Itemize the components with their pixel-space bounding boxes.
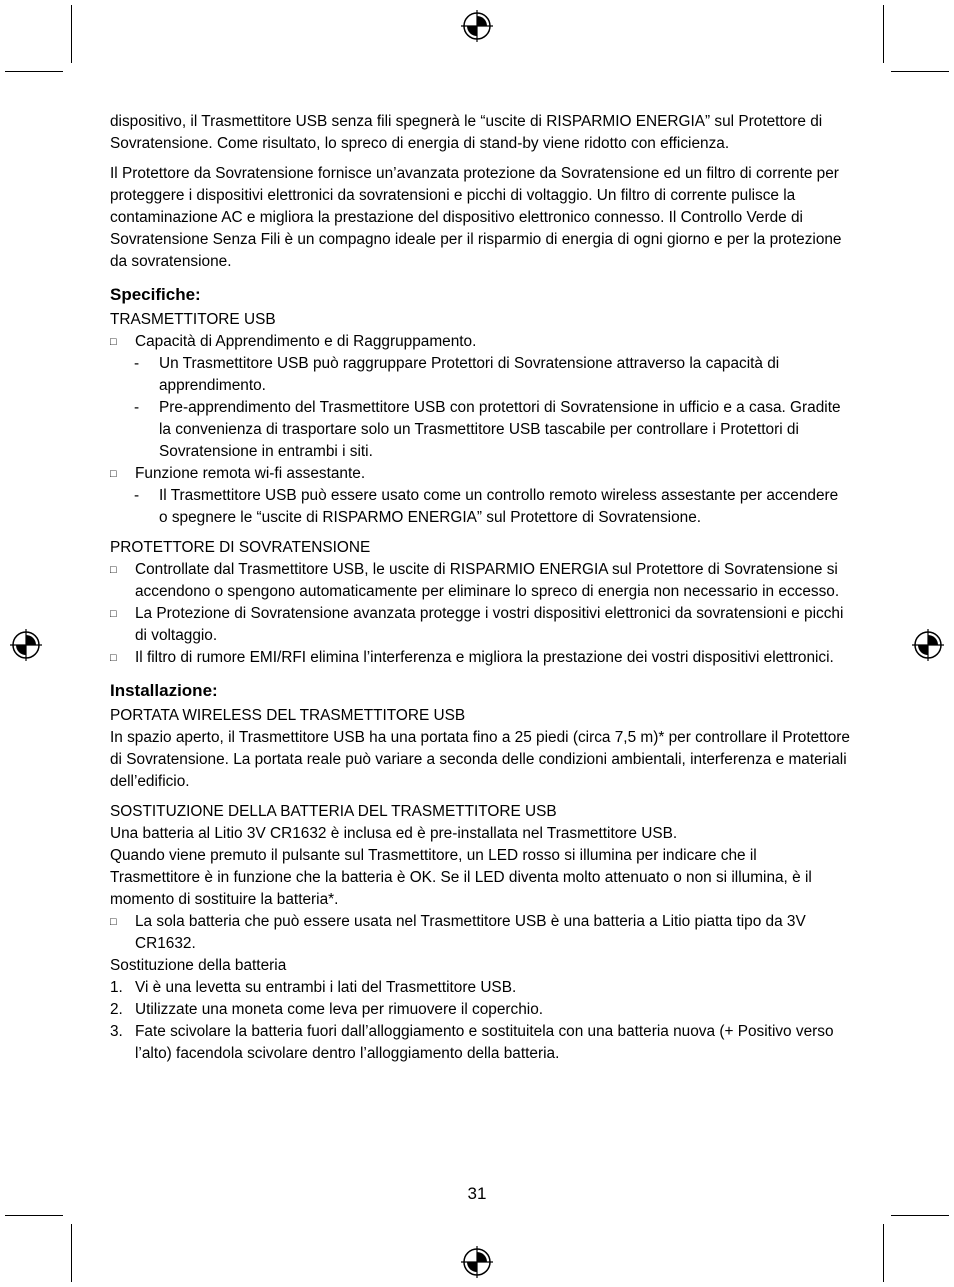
- dash-bullet: -: [134, 399, 140, 416]
- list-item-text: La Protezione di Sovratensione avanzata protegge i vostri dispositivi elettronici da sovratensioni e picchi di voltaggio.: [135, 605, 844, 644]
- checkbox-bullet-icon: □: [110, 916, 117, 928]
- step-number: 2.: [110, 1001, 123, 1018]
- step-text: Fate scivolare la batteria fuori dall’alloggiamento e sostituitela con una batteria nuova (+ Positivo verso l’alto) facendola scivolare dentro l’alloggiamento della batteria.: [135, 1023, 834, 1062]
- steps-list: [110, 977, 850, 1065]
- step-item: [110, 999, 850, 1021]
- dash-bullet: -: [134, 487, 140, 504]
- list-item: [110, 647, 850, 669]
- protector-list: [110, 559, 850, 669]
- crop-mark: [5, 1215, 63, 1216]
- subsection-title: SOSTITUZIONE DELLA BATTERIA DEL TRASMETTITORE USB: [110, 803, 557, 820]
- checkbox-bullet-icon: □: [110, 336, 117, 348]
- subsection-title: PROTETTORE DI SOVRATENSIONE: [110, 539, 371, 556]
- checkbox-bullet-icon: □: [110, 468, 117, 480]
- step-item: [110, 1021, 850, 1065]
- battery-paragraph: Quando viene premuto il pulsante sul Trasmettitore, un LED rosso si illumina per indicare che il Trasmettitore è in funzione che la batteria è OK. Se il LED diventa molto attenuato o non si illumina, è il momento di sostituire la batteria*.: [110, 847, 812, 908]
- subsection-title: TRASMETTITORE USB: [110, 311, 276, 328]
- registration-mark-icon: [461, 1246, 493, 1278]
- section-heading-install: Installazione:: [110, 681, 218, 700]
- replace-title: Sostituzione della batteria: [110, 957, 287, 974]
- crop-mark: [71, 5, 72, 63]
- sub-list-item: [110, 353, 850, 397]
- subsection-title: PORTATA WIRELESS DEL TRASMETTITORE USB: [110, 707, 466, 724]
- checkbox-bullet-icon: □: [110, 652, 117, 664]
- intro-paragraph: Il Protettore da Sovratensione fornisce un’avanzata protezione da Sovratensione ed un filtro di corrente per proteggere i dispositivi elettronici da sovratensioni e picchi di voltaggio. Un filtro di corrente pulisce la contaminazione AC e migliora la prestazione del dispositivo elettronico connesso. Il Controllo Verde di Sovratensione Senza Fili è un compagno ideale per il risparmio di energia di ogni giorno e per la protezione da sovratensione.: [110, 165, 842, 270]
- list-item-text: Controllate dal Trasmettitore USB, le uscite di RISPARMIO ENERGIA sul Protettore di Sovratensione si accendono o spengono automaticamente per eliminare lo spreco di energia non necessario in eccesso.: [135, 561, 840, 600]
- list-item: [110, 331, 850, 353]
- step-number: 3.: [110, 1023, 123, 1040]
- sub-list-item-text: Il Trasmettitore USB può essere usato come un controllo remoto wireless assestante per accendere o spegnere le “uscite di RISPARMO ENERGIA” sul Protettore di Sovratensione.: [159, 487, 839, 526]
- list-item-text: La sola batteria che può essere usata nel Trasmettitore USB è una batteria a Litio piatta tipo da 3V CR1632.: [135, 913, 806, 952]
- list-item-text: Il filtro di rumore EMI/RFI elimina l’interferenza e migliora la prestazione dei vostri dispositivi elettronici.: [135, 649, 834, 666]
- step-number: 1.: [110, 979, 123, 996]
- sub-list-item: [110, 397, 850, 463]
- list-item: [110, 911, 850, 955]
- section-heading-specs: Specifiche:: [110, 285, 201, 304]
- step-text: Utilizzate una moneta come leva per rimuovere il coperchio.: [135, 1001, 544, 1018]
- page-number: 31: [467, 1184, 487, 1203]
- crop-mark: [883, 5, 884, 63]
- list-item: [110, 559, 850, 603]
- list-item-text: Capacità di Apprendimento e di Raggruppamento.: [135, 333, 477, 350]
- list-item-text: Funzione remota wi-fi assestante.: [135, 465, 366, 482]
- crop-mark: [883, 1224, 884, 1282]
- registration-mark-icon: [461, 10, 493, 42]
- crop-mark: [5, 71, 63, 72]
- sub-list-item: [110, 485, 850, 529]
- registration-mark-icon: [912, 629, 944, 661]
- list-item: [110, 603, 850, 647]
- registration-mark-icon: [10, 629, 42, 661]
- page-content: [110, 111, 850, 1065]
- checkbox-bullet-icon: □: [110, 608, 117, 620]
- crop-mark: [891, 71, 949, 72]
- crop-mark: [71, 1224, 72, 1282]
- battery-list: [110, 911, 850, 955]
- checkbox-bullet-icon: □: [110, 564, 117, 576]
- crop-mark: [891, 1215, 949, 1216]
- battery-paragraph: Una batteria al Litio 3V CR1632 è inclusa ed è pre-installata nel Trasmettitore USB.: [110, 825, 678, 842]
- step-text: Vi è una levetta su entrambi i lati del Trasmettitore USB.: [135, 979, 517, 996]
- sub-list-item-text: Pre-apprendimento del Trasmettitore USB con protettori di Sovratensione in ufficio e a casa. Gradite la convenienza di trasportare solo un Trasmettitore USB tascabile per controllare i Protettori di Sovratensione in entrambi i siti.: [159, 399, 841, 460]
- step-item: [110, 977, 850, 999]
- transmitter-list: [110, 331, 850, 529]
- intro-paragraph: dispositivo, il Trasmettitore USB senza fili spegnerà le “uscite di RISPARMIO ENERGIA” sul Protettore di Sovratensione. Come risultato, lo spreco di energia di stand-by viene ridotto con efficienza.: [110, 113, 823, 152]
- range-paragraph: In spazio aperto, il Trasmettitore USB ha una portata fino a 25 piedi (circa 7,5 m)* per controllare il Protettore di Sovratensione. La portata reale può variare a seconda delle condizioni ambientali, interferenza e materiali dell’edificio.: [110, 729, 850, 790]
- sub-list-item-text: Un Trasmettitore USB può raggruppare Protettori di Sovratensione attraverso la capacità di apprendimento.: [159, 355, 780, 394]
- dash-bullet: -: [134, 355, 140, 372]
- list-item: [110, 463, 850, 485]
